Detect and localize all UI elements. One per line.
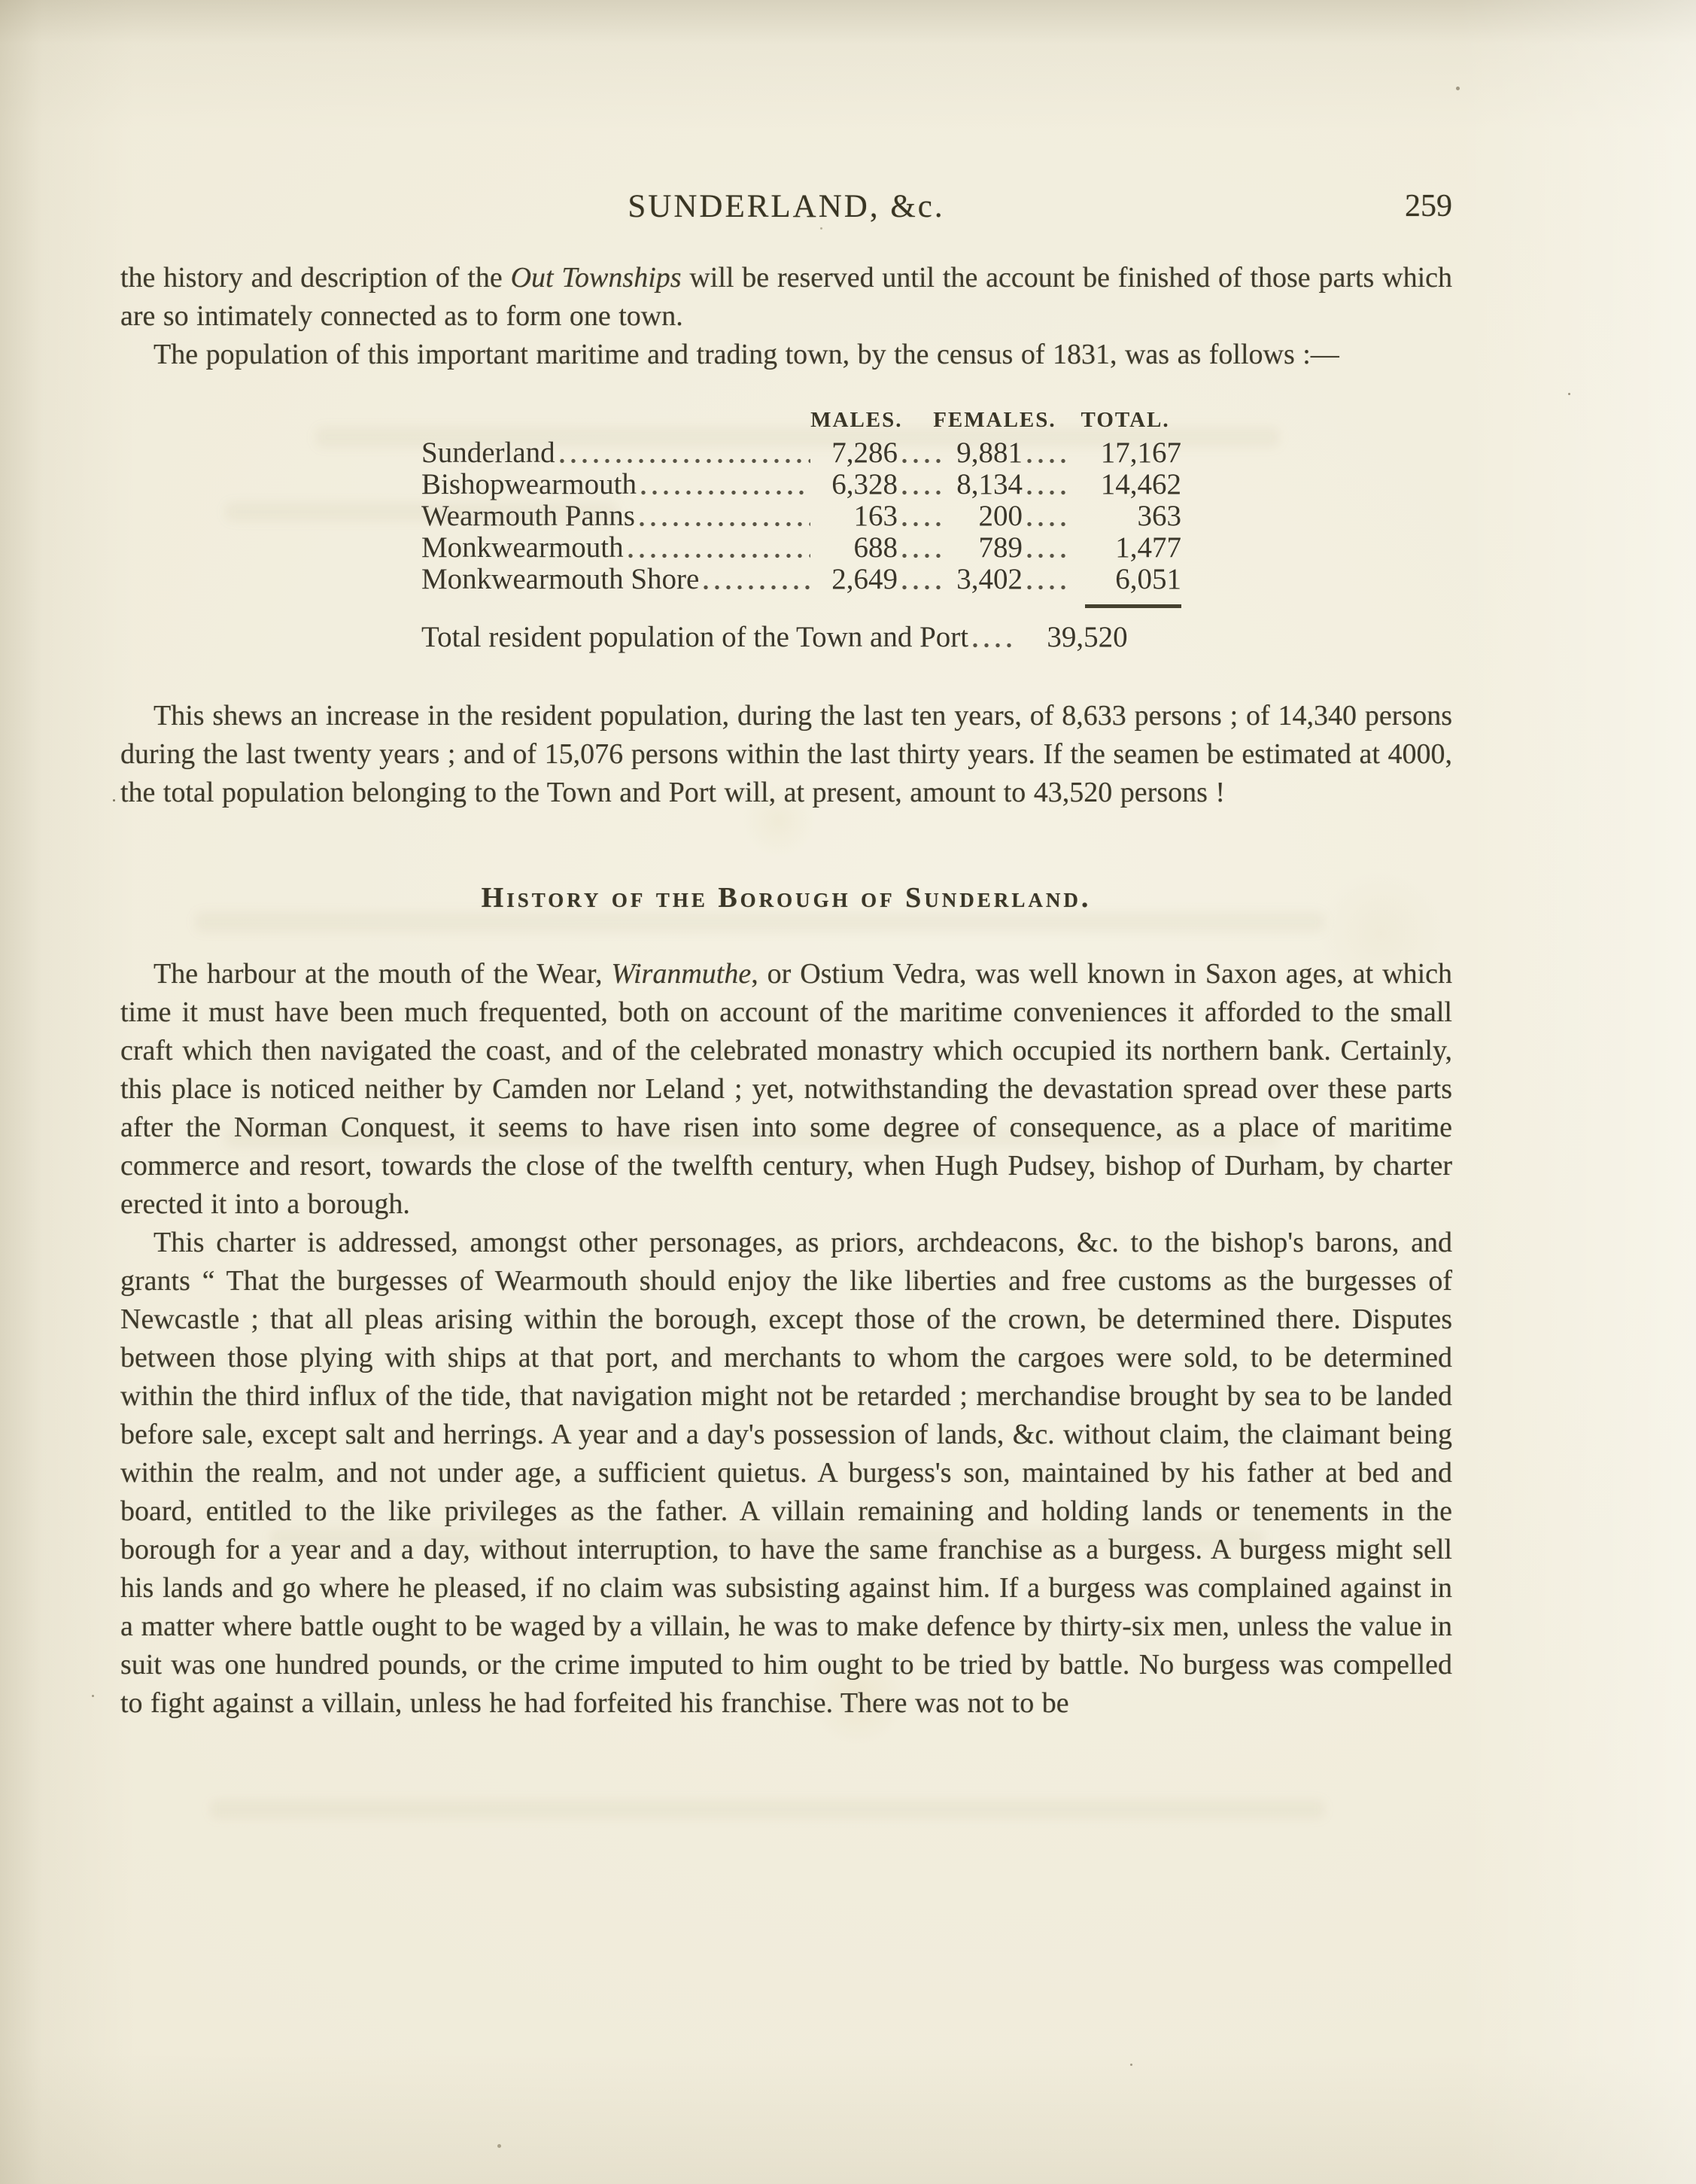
table-row-bishopwearmouth (421, 469, 1181, 500)
show-through-smudge (211, 1800, 1324, 1818)
running-head (120, 188, 1452, 233)
females-value: 789 (978, 531, 1023, 564)
dot-leader (898, 564, 947, 595)
males-value: 688 (853, 531, 898, 564)
population-increase-paragraph: This shews an increase in the resident population, during the last ten years, of 8,633 persons ; of 14,340 persons during the last twenty years ; and of 15,076 persons within the last thirty years. If the seamen be estimated at 4000, the total population belonging to the Town and Port will, at present, amount to 43,520 persons ! (120, 700, 1452, 808)
page-title: SUNDERLAND, &c. (628, 189, 945, 224)
history-paragraph-1 (120, 955, 1452, 1224)
page-number: 259 (1405, 189, 1452, 224)
intro-paragraph-1-continuation: will be reserved until the account be finished of those parts which are so intimately connected as to form one town. (120, 262, 1453, 332)
dot-leader (898, 500, 947, 532)
total-value: 1,477 (1115, 531, 1181, 564)
total-value: 6,051 (1115, 563, 1181, 595)
intro-paragraph-1 (120, 259, 1452, 336)
total-value: 363 (1137, 500, 1181, 532)
column-header-total: TOTAL. (1081, 408, 1170, 432)
total-value: 14,462 (1100, 468, 1181, 500)
males-value: 163 (853, 500, 898, 532)
out-townships-italic: Out Townships (510, 262, 682, 294)
dot-leader (898, 532, 947, 564)
males-value: 6,328 (831, 468, 898, 500)
grand-total-value: 39,520 (1047, 621, 1128, 653)
column-header-females: FEMALES. (933, 408, 1056, 432)
table-row-sunderland (421, 437, 1181, 469)
township-name: Sunderland (421, 436, 555, 469)
dot-leader (968, 622, 1022, 653)
section-heading: History of the Borough of Sunderland. (481, 882, 1092, 914)
grand-total-row (421, 622, 1181, 653)
text-block (120, 259, 1452, 1723)
dot-leader (898, 469, 947, 500)
dot-leader (1023, 469, 1072, 500)
intro-paragraph-1-text: the history and description of the (120, 262, 511, 294)
males-value: 7,286 (831, 436, 898, 469)
females-value: 9,881 (956, 436, 1023, 469)
history-paragraph-1-continuation: , or Ostium Vedra, was well known in Saxon ages, at which time it must have been much frequented, both on account of the maritime conveniences it afforded to the small craft which then navigated the coast, and of the celebrated monastry which occupied its northern bank. Certainly, this place is noticed neither by Camden nor Leland ; yet, notwithstanding the devastation spread over these parts after the Norman Conquest, it seems to have risen into some degree of consequence, as a place of maritime commerce and resort, towards the close of the twelfth century, when Hugh Pudsey, bishop of Durham, by charter erected it into a borough. (120, 958, 1452, 1220)
township-name: Bishopwearmouth (421, 468, 637, 500)
dot-leader (1023, 437, 1072, 469)
population-table (421, 407, 1181, 653)
dot-leader (555, 437, 815, 469)
females-value: 200 (978, 500, 1023, 532)
township-name: Monkwearmouth (421, 531, 624, 564)
table-row-monkwearmouth (421, 532, 1181, 564)
wiranmuthe-italic: Wiranmuthe (611, 958, 752, 990)
table-row-monkwearmouth-shore (421, 564, 1181, 595)
dot-leader (624, 532, 815, 564)
intro-paragraph-2: The population of this important maritime and trading town, by the census of 1831, was as follows :— (153, 339, 1339, 370)
history-paragraph-1-text: The harbour at the mouth of the Wear, (153, 958, 612, 990)
history-paragraph-2: This charter is addressed, amongst other personages, as priors, archdeacons, &c. to the bishop's barons, and grants “ That the burgesses of Wearmouth should enjoy the like liberties and free customs as the burgesses of Newcastle ; that all pleas arising within the borough, except those of the crown, be determined there. Disputes between those plying with ships at that port, and merchants to whom the cargoes were sold, to be determined within the third influx of the tide, that navigation might not be retarded ; merchandise brought by sea to be landed before sale, except salt and herrings. A year and a day's possession of lands, &c. without claim, the claimant being within the realm, and not under age, a sufficient quietus. A burgess's son, maintained by his father at bed and board, entitled to the like privileges as the father. A villain remaining and holding lands or tenements in the borough for a year and a day, without interruption, to have the same franchise as a burgess. A burgess might sell his lands and go where he pleased, if no claim was subsisting against him. If a burgess was complained against in a matter where battle ought to be waged by a villain, he was to make defence by thirty-six men, unless the value in suit was one hundred pounds, or the crime imputed to him ought to be tried by battle. No burgess was compelled to fight against a villain, unless he had forfeited his franchise. There was not to be (120, 1227, 1452, 1719)
dot-leader (1023, 500, 1072, 532)
dot-leader (1023, 564, 1072, 595)
dot-leader (635, 500, 815, 532)
township-name: Monkwearmouth Shore (421, 563, 700, 595)
table-row-wearmouth-panns (421, 500, 1181, 532)
sum-rule (1085, 604, 1181, 608)
females-value: 8,134 (956, 468, 1023, 500)
dot-leader (1023, 532, 1072, 564)
dot-leader (637, 469, 815, 500)
dot-leader (699, 564, 815, 595)
population-table-header-row (421, 407, 1181, 433)
total-value: 17,167 (1100, 436, 1181, 469)
column-header-males: MALES. (810, 408, 903, 432)
females-value: 3,402 (956, 563, 1023, 595)
paper-specks (113, 799, 115, 802)
dot-leader (898, 437, 947, 469)
township-name: Wearmouth Panns (421, 500, 635, 532)
males-value: 2,649 (831, 563, 898, 595)
grand-total-label: Total resident population of the Town and Port (421, 621, 969, 653)
